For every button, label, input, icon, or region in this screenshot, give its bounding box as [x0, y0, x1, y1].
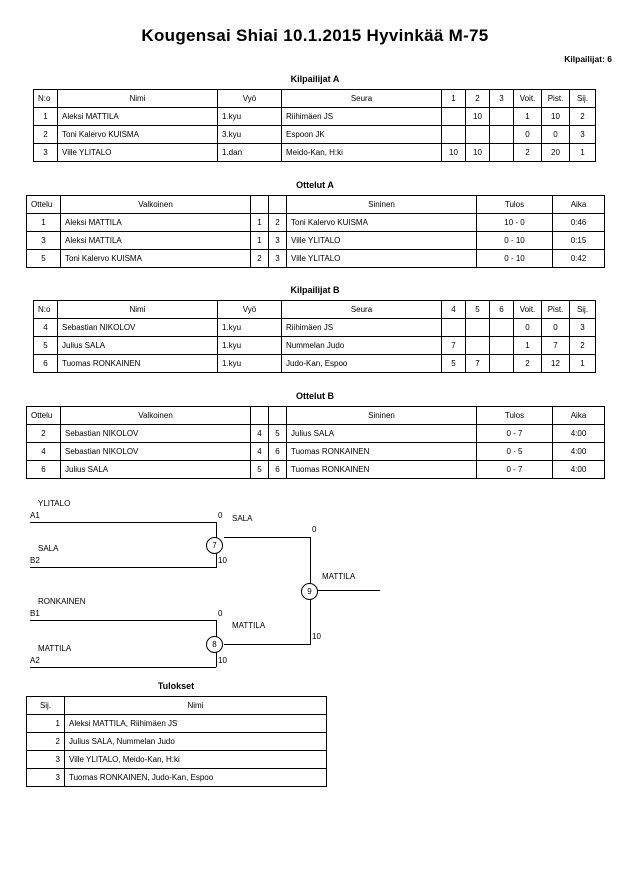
- semi1-bottom-score: 10: [218, 556, 227, 565]
- cell-no: 4: [34, 319, 58, 337]
- cell-no: 3: [34, 144, 58, 162]
- cell-white-no: 4: [251, 443, 269, 461]
- col-m3: 3: [490, 90, 514, 108]
- table-row: [27, 733, 327, 751]
- cell-result: 0 - 10: [477, 250, 553, 268]
- cell-rank: 1: [570, 355, 596, 373]
- col-m3: 6: [490, 301, 514, 319]
- cell-blue-no: 6: [269, 461, 287, 479]
- cell-club: Judo-Kan, Espoo: [282, 355, 442, 373]
- cell-grade: 1.kyu: [218, 355, 282, 373]
- cell-result: 0 - 10: [477, 232, 553, 250]
- col-grade: Vyö: [218, 301, 282, 319]
- matches-b-title: Ottelut B: [296, 391, 334, 401]
- cell-time: 4:00: [553, 425, 605, 443]
- cell-blue: Tuomas RONKAINEN: [287, 461, 477, 479]
- cell-m1: 10: [442, 144, 466, 162]
- cell-rank: 2: [27, 733, 65, 751]
- final-top-score: 0: [312, 525, 317, 534]
- table-header-row: [27, 697, 327, 715]
- cell-points: 0: [542, 126, 570, 144]
- cell-no: 1: [34, 108, 58, 126]
- matches-a-title: Ottelut A: [296, 180, 334, 190]
- table-row: [27, 443, 605, 461]
- cell-blue-no: 2: [269, 214, 287, 232]
- col-white: Valkoinen: [61, 196, 251, 214]
- cell-white-no: 5: [251, 461, 269, 479]
- cell-name: Julius SALA: [58, 337, 218, 355]
- cell-rank: 3: [570, 319, 596, 337]
- cell-wins: 0: [514, 126, 542, 144]
- cell-points: 7: [542, 337, 570, 355]
- col-result: Tulos: [477, 407, 553, 425]
- cell-white: Sebastian NIKOLOV: [61, 443, 251, 461]
- col-blue: Sininen: [287, 407, 477, 425]
- matches-b-table: [26, 406, 605, 479]
- cell-blue: Julius SALA: [287, 425, 477, 443]
- col-grade: Vyö: [218, 90, 282, 108]
- cell-result: 0 - 7: [477, 461, 553, 479]
- table-row: [34, 319, 596, 337]
- cell-white: Aleksi MATTILA: [61, 214, 251, 232]
- semi1-bottom-line: [30, 567, 216, 568]
- cell-name: Ville YLITALO: [58, 144, 218, 162]
- cell-blue: Ville YLITALO: [287, 232, 477, 250]
- cell-grade: 1.kyu: [218, 108, 282, 126]
- table-header-row: [27, 196, 605, 214]
- col-wins: Voit.: [514, 301, 542, 319]
- table-row: [27, 461, 605, 479]
- col-name: Nimi: [58, 90, 218, 108]
- cell-m2: 10: [466, 144, 490, 162]
- col-blue: Sininen: [287, 196, 477, 214]
- cell-wins: 2: [514, 144, 542, 162]
- final-bottom-line: [224, 644, 310, 645]
- col-blue-no: [269, 196, 287, 214]
- cell-white: Toni Kalervo KUISMA: [61, 250, 251, 268]
- cell-match-no: 5: [27, 250, 61, 268]
- semi2-bottom-line: [30, 667, 216, 668]
- cell-m3: [490, 319, 514, 337]
- matches-a-table: [26, 195, 605, 268]
- cell-grade: 1.kyu: [218, 337, 282, 355]
- table-row: [27, 425, 605, 443]
- results-table: [26, 696, 327, 787]
- cell-blue-no: 3: [269, 250, 287, 268]
- cell-points: 0: [542, 319, 570, 337]
- pool-a-table: [33, 89, 596, 162]
- cell-m2: 10: [466, 108, 490, 126]
- final-top-line: [224, 537, 310, 538]
- cell-match-no: 2: [27, 425, 61, 443]
- table-row: [34, 337, 596, 355]
- competitors-count: Kilpailijat: 6: [564, 54, 612, 64]
- champion-line: [318, 590, 380, 591]
- cell-rank: 3: [27, 751, 65, 769]
- table-row: [27, 769, 327, 787]
- cell-result: 0 - 7: [477, 425, 553, 443]
- cell-name: Tuomas RONKAINEN, Judo-Kan, Espoo: [65, 769, 327, 787]
- cell-m3: [490, 337, 514, 355]
- cell-name: Aleksi MATTILA, Riihimäen JS: [65, 715, 327, 733]
- cell-wins: 2: [514, 355, 542, 373]
- cell-m1: 5: [442, 355, 466, 373]
- cell-m1: [442, 319, 466, 337]
- cell-m1: [442, 126, 466, 144]
- cell-wins: 0: [514, 319, 542, 337]
- cell-time: 0:15: [553, 232, 605, 250]
- col-no: N:o: [34, 90, 58, 108]
- col-club: Seura: [282, 301, 442, 319]
- table-row: [27, 751, 327, 769]
- table-row: [27, 232, 605, 250]
- col-points: Pist.: [542, 90, 570, 108]
- cell-time: 0:42: [553, 250, 605, 268]
- cell-club: Riihimäen JS: [282, 108, 442, 126]
- results-title: Tulokset: [157, 681, 195, 691]
- col-result: Tulos: [477, 196, 553, 214]
- col-name: Nimi: [65, 697, 327, 715]
- col-time: Aika: [553, 196, 605, 214]
- cell-blue: Tuomas RONKAINEN: [287, 443, 477, 461]
- semi2-match-number: 8: [206, 636, 223, 653]
- cell-points: 20: [542, 144, 570, 162]
- final-match-number: 9: [301, 583, 318, 600]
- cell-rank: 2: [570, 337, 596, 355]
- col-white: Valkoinen: [61, 407, 251, 425]
- cell-white-no: 2: [251, 250, 269, 268]
- cell-white: Aleksi MATTILA: [61, 232, 251, 250]
- table-header-row: [34, 90, 596, 108]
- col-rank: Sij.: [570, 90, 596, 108]
- semi1-winner-label: SALA: [232, 514, 253, 523]
- col-points: Pist.: [542, 301, 570, 319]
- cell-white-no: 4: [251, 425, 269, 443]
- semi2-bottom-seed: A2: [30, 656, 40, 665]
- cell-m2: 7: [466, 355, 490, 373]
- cell-blue-no: 6: [269, 443, 287, 461]
- cell-club: Riihimäen JS: [282, 319, 442, 337]
- col-white-no: [251, 196, 269, 214]
- cell-wins: 1: [514, 337, 542, 355]
- cell-club: Espoon JK: [282, 126, 442, 144]
- cell-grade: 3.kyu: [218, 126, 282, 144]
- col-match-no: Ottelu: [27, 407, 61, 425]
- table-row: [27, 214, 605, 232]
- cell-name: Toni Kalervo KUISMA: [58, 126, 218, 144]
- semi2-top-line: [30, 620, 216, 621]
- semi2-top-score: 0: [218, 609, 223, 618]
- cell-m3: [490, 144, 514, 162]
- col-time: Aika: [553, 407, 605, 425]
- cell-white: Sebastian NIKOLOV: [61, 425, 251, 443]
- cell-name: Ville YLITALO, Meido-Kan, H:ki: [65, 751, 327, 769]
- final-bottom-score: 10: [312, 632, 321, 641]
- cell-m3: [490, 108, 514, 126]
- cell-name: Sebastian NIKOLOV: [58, 319, 218, 337]
- table-row: [27, 250, 605, 268]
- cell-rank: 1: [27, 715, 65, 733]
- pool-b-table: [33, 300, 596, 373]
- semi2-top-seed: B1: [30, 609, 40, 618]
- cell-points: 12: [542, 355, 570, 373]
- cell-m2: [466, 319, 490, 337]
- cell-rank: 3: [27, 769, 65, 787]
- pool-a-title: Kilpailijat A: [290, 74, 340, 84]
- cell-result: 10 - 0: [477, 214, 553, 232]
- col-no: N:o: [34, 301, 58, 319]
- semi1-top-score: 0: [218, 511, 223, 520]
- cell-points: 10: [542, 108, 570, 126]
- col-wins: Voit.: [514, 90, 542, 108]
- col-m1: 4: [442, 301, 466, 319]
- cell-rank: 3: [570, 126, 596, 144]
- cell-white: Julius SALA: [61, 461, 251, 479]
- cell-time: 4:00: [553, 443, 605, 461]
- cell-blue-no: 5: [269, 425, 287, 443]
- cell-time: 0:46: [553, 214, 605, 232]
- cell-m3: [490, 126, 514, 144]
- semi2-top-name: RONKAINEN: [38, 597, 86, 606]
- cell-name: Julius SALA, Nummelan Judo: [65, 733, 327, 751]
- cell-no: 6: [34, 355, 58, 373]
- col-m2: 5: [466, 301, 490, 319]
- col-club: Seura: [282, 90, 442, 108]
- semi2-winner-label: MATTILA: [232, 621, 266, 630]
- cell-no: 5: [34, 337, 58, 355]
- cell-grade: 1.kyu: [218, 319, 282, 337]
- cell-no: 2: [34, 126, 58, 144]
- final-winner-label: MATTILA: [322, 572, 356, 581]
- cell-club: Meido-Kan, H:ki: [282, 144, 442, 162]
- cell-match-no: 6: [27, 461, 61, 479]
- cell-grade: 1.dan: [218, 144, 282, 162]
- cell-m2: [466, 126, 490, 144]
- col-match-no: Ottelu: [27, 196, 61, 214]
- col-blue-no: [269, 407, 287, 425]
- cell-blue-no: 3: [269, 232, 287, 250]
- cell-m2: [466, 337, 490, 355]
- table-row: [34, 126, 596, 144]
- semi1-top-line: [30, 522, 216, 523]
- elimination-bracket: [0, 492, 630, 682]
- cell-blue: Ville YLITALO: [287, 250, 477, 268]
- semi1-bottom-name: SALA: [38, 544, 59, 553]
- cell-m3: [490, 355, 514, 373]
- col-m2: 2: [466, 90, 490, 108]
- cell-m1: 7: [442, 337, 466, 355]
- col-rank: Sij.: [27, 697, 65, 715]
- table-row: [27, 715, 327, 733]
- cell-result: 0 - 5: [477, 443, 553, 461]
- table-row: [34, 355, 596, 373]
- col-name: Nimi: [58, 301, 218, 319]
- cell-rank: 1: [570, 144, 596, 162]
- table-row: [34, 144, 596, 162]
- cell-club: Nummelan Judo: [282, 337, 442, 355]
- semi2-bottom-score: 10: [218, 656, 227, 665]
- cell-wins: 1: [514, 108, 542, 126]
- semi1-top-name: YLITALO: [38, 499, 71, 508]
- semi1-top-seed: A1: [30, 511, 40, 520]
- cell-match-no: 1: [27, 214, 61, 232]
- table-row: [34, 108, 596, 126]
- table-header-row: [27, 407, 605, 425]
- semi1-match-number: 7: [206, 537, 223, 554]
- semi2-bottom-name: MATTILA: [38, 644, 72, 653]
- cell-match-no: 4: [27, 443, 61, 461]
- cell-match-no: 3: [27, 232, 61, 250]
- cell-time: 4:00: [553, 461, 605, 479]
- col-rank: Sij.: [570, 301, 596, 319]
- cell-blue: Toni Kalervo KUISMA: [287, 214, 477, 232]
- cell-rank: 2: [570, 108, 596, 126]
- col-m1: 1: [442, 90, 466, 108]
- table-header-row: [34, 301, 596, 319]
- page-title: Kougensai Shiai 10.1.2015 Hyvinkää M-75: [141, 26, 489, 45]
- cell-name: Tuomas RONKAINEN: [58, 355, 218, 373]
- cell-m1: [442, 108, 466, 126]
- col-white-no: [251, 407, 269, 425]
- pool-b-title: Kilpailijat B: [290, 285, 340, 295]
- semi1-bottom-seed: B2: [30, 556, 40, 565]
- cell-white-no: 1: [251, 214, 269, 232]
- cell-white-no: 1: [251, 232, 269, 250]
- cell-name: Aleksi MATTILA: [58, 108, 218, 126]
